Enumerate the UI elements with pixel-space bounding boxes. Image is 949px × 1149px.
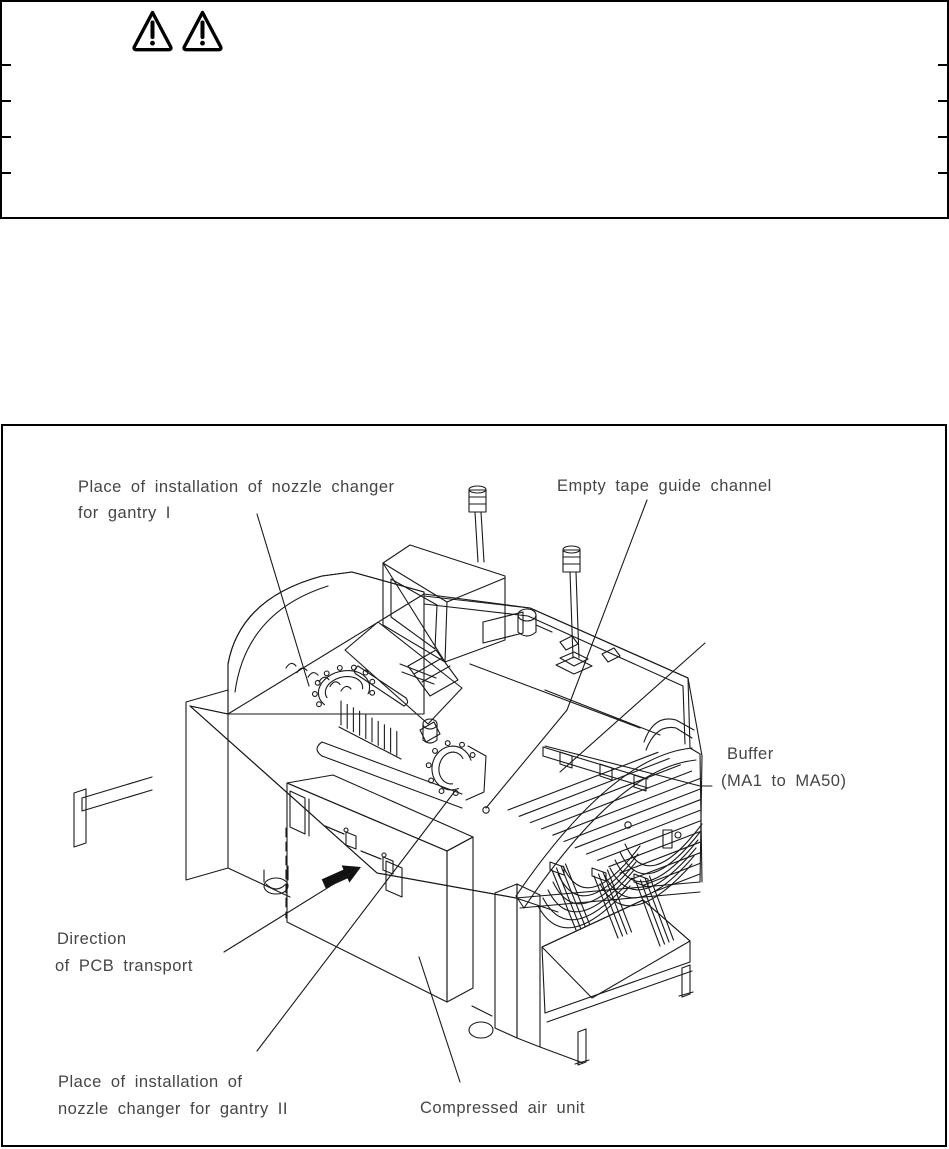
signal-lamp-icon [556, 546, 592, 674]
deck-arch-bracket [644, 719, 694, 750]
machine-base-pillar [469, 884, 583, 1063]
monitor-swivel-arm [483, 609, 552, 643]
label-nozzle-changer-gantry2-line2: nozzle changer for gantry II [58, 1100, 288, 1118]
label-buffer-line1: Buffer [727, 745, 774, 763]
label-nozzle-changer-gantry1-line1: Place of installation of nozzle changer [78, 478, 395, 496]
pcb-transport-arrow-icon [322, 865, 361, 888]
label-compressed-air-unit: Compressed air unit [420, 1099, 586, 1117]
signal-lamp-icon [469, 486, 486, 562]
machine-base-left [228, 866, 290, 897]
label-pcb-direction-line1: Direction [57, 930, 127, 948]
feeder-table [542, 900, 690, 998]
compressed-air-cabinet [286, 775, 473, 1002]
warning-triangle-icon [184, 13, 221, 50]
machine-left-wall [186, 690, 228, 880]
machine-hood-left [228, 572, 424, 714]
label-buffer-line2: (MA1 to MA50) [721, 772, 847, 790]
conveyor-plate-left [74, 777, 152, 847]
feeder-table-frame [542, 941, 693, 1065]
component-tape-reels [538, 824, 702, 928]
label-nozzle-changer-gantry2-line1: Place of installation of [58, 1073, 243, 1091]
label-pcb-direction-line2: of PCB transport [55, 957, 193, 975]
warning-triangle-icon [134, 13, 171, 50]
buffer-stripe-area [508, 752, 700, 892]
placement-head-gantry2 [420, 719, 486, 800]
nozzle-changer-wheel-gantry2 [426, 741, 475, 796]
feeder-slot-comb [339, 701, 401, 759]
label-nozzle-changer-gantry1-line2: for gantry I [78, 504, 171, 522]
crt-monitor [383, 545, 505, 684]
label-empty-tape-guide-channel: Empty tape guide channel [557, 477, 772, 495]
